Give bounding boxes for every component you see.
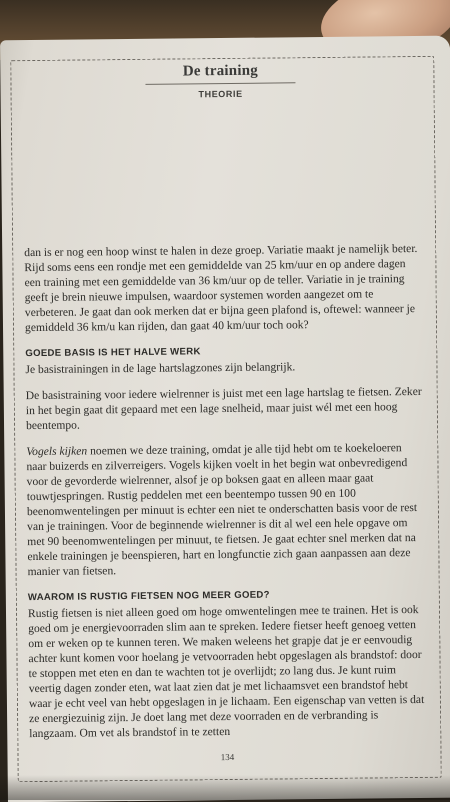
section1-paragraph-3 [26,440,425,579]
chapter-title: De training [182,62,258,80]
italic-term-vogels-kijken: Vogels kijken [26,444,88,459]
section1-paragraph-2: De basistraining voor iedere wielrenner is juist met een lage hartslag te fietsen. Zeker in het begin gaat dit gepaard met een lage snelheid, maar juist wél met een hoog beentempo. [25,384,422,433]
section1-lead-paragraph: Je basistrainingen in de lage hartslagzones zijn belangrijk. [25,360,296,377]
page-header [0,61,440,102]
section2-paragraph-1: Rustig fietsen is niet alleen goed om hoge omwentelingen mee te trainen. Het is ook goed om je energievoorraden slim aan te spreken. Iedere fietser heeft genoeg vetten om er weken op te kunnen teren. We maken weleens het grapje dat je er eenvoudig achter kunt komen voor hoelang je vetvoorraden hebt opgeslagen als brandstof: door te stoppen met eten en dan te wachten tot je overlijdt; zo lang dus. Je kunt ruim veertig dagen zonder eten, wat laat zien dat je met lichaamsvet een brandstof hebt waar je echt veel van hebt opgeslagen in je lichaam. Een eigenschap van vetten is dat ze energiezuinig zijn. Je doet lang met deze voorraden en de verbranding is langzaam. Om vet als brandstof in te zetten [27,603,425,741]
book-page [0,36,450,802]
header-rule [145,82,295,85]
section-subtitle: THEORIE [198,88,243,100]
page-body [24,241,427,752]
intro-paragraph: dan is er nog een hoop winst te halen in deze groep. Variatie maakt je namelijk beter. Rijd soms eens een rondje met een gemiddelde van 25 km/uur en op andere dagen een training met een gemiddelde van 36 km/uur op de teller. Variatie in je training geeft je brein nieuwe impulsen, waardoor systemen worden aangezet om te verbeteren. Je gaat dan ook merken dat er bijna geen plafond is, oftewel: wanneer je gemiddeld 36 km/u kan rijden, dan gaat 40 km/uur toch ook? [24,241,418,335]
page-number: 134 [220,751,235,763]
section-heading-waarom-rustig: WAAROM IS RUSTIG FIETSEN NOG MEER GOED? [27,589,270,604]
section-heading-goede-basis: GOEDE BASIS IS HET HALVE WERK [25,346,201,360]
bottom-shadow [0,775,450,800]
section1-paragraph-3-text: noemen we deze training, omdat je alle tijd hebt om te koekeloeren naar buizerds en zilverreigers. Vogels kijken voelt in het begin wat onbevredigend voor de gevorderde wielrenner, alsof je op boksen gaat en alleen maar gaat touwtjespringen. Rustig peddelen met een beentempo tussen 90 en 100 beenomwentelingen per minuut is echter een niet te onderschatten basis voor de rest van je trainingen. Voor de beginnende wielrenner is dit al wel een hele opgave om met 90 beenomwentelingen per minuut, te fietsen. Je gaat echter snel merken dat na enkele trainingen je beenspieren, hart en longfunctie zich gaan aanpassen aan deze manier van fietsen. [26,441,418,579]
